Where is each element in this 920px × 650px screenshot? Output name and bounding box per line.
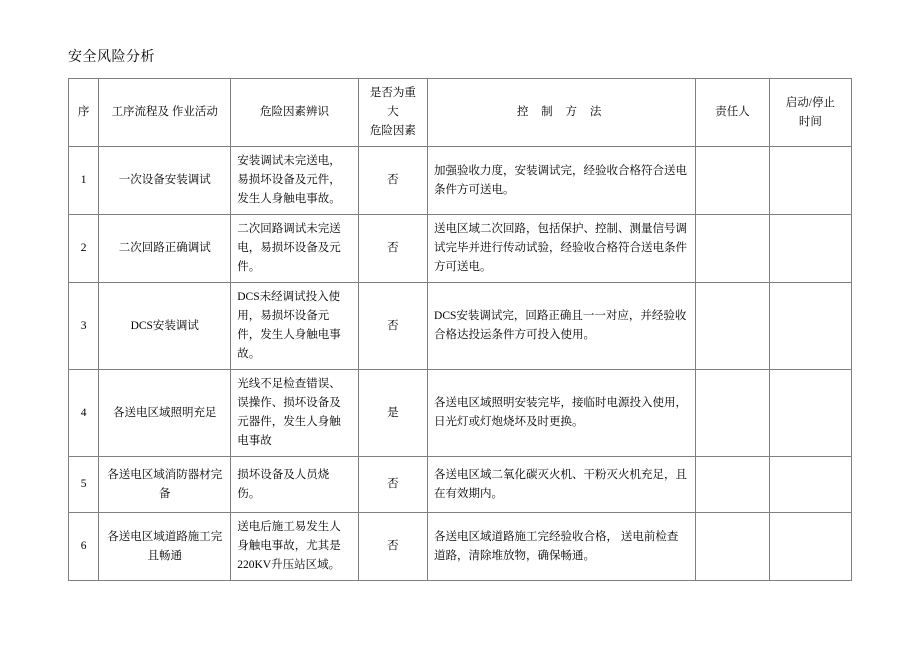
table-row	[69, 370, 852, 457]
cell-owner	[696, 215, 770, 283]
header-major-line2: 危险因素	[369, 125, 416, 137]
cell-control: 加强验收力度，安装调试完，经验收合格符合送电条件方可送电。	[428, 147, 696, 215]
cell-time	[769, 370, 851, 457]
cell-major: 否	[358, 215, 427, 283]
cell-control: 各送电区域照明安装完毕，接临时电源投入使用，日光灯或灯炮烧坏及时更换。	[428, 370, 696, 457]
table-header-row	[69, 79, 852, 147]
cell-owner	[696, 147, 770, 215]
header-time-line1: 启动/停止	[785, 96, 835, 109]
cell-index: 4	[69, 370, 99, 457]
cell-hazard: DCS未经调试投入使用，易损坏设备元件，发生人身触电事故。	[231, 283, 359, 370]
cell-index: 6	[69, 513, 99, 581]
header-hazard: 危险因素辨识	[231, 79, 359, 147]
cell-process: 二次回路正确调试	[99, 215, 231, 283]
cell-control: DCS安装调试完，回路正确且一一对应，并经验收合格达投运条件方可投入使用。	[428, 283, 696, 370]
table-header	[69, 79, 852, 147]
header-major	[358, 79, 427, 147]
cell-time	[769, 215, 851, 283]
header-owner: 责任人	[696, 79, 770, 147]
cell-time	[769, 513, 851, 581]
cell-index: 3	[69, 283, 99, 370]
cell-major: 是	[358, 370, 427, 457]
cell-major: 否	[358, 513, 427, 581]
cell-process: 各送电区域消防器材完备	[99, 457, 231, 513]
cell-owner	[696, 457, 770, 513]
page-title: 安全风险分析	[68, 50, 155, 65]
cell-index: 2	[69, 215, 99, 283]
table-row	[69, 283, 852, 370]
cell-hazard: 二次回路调试未完送电，易损坏设备及元件。	[231, 215, 359, 283]
cell-time	[769, 457, 851, 513]
header-index: 序	[69, 79, 99, 147]
cell-time	[769, 283, 851, 370]
risk-analysis-table	[68, 78, 852, 581]
cell-process: 各送电区域照明充足	[99, 370, 231, 457]
cell-time	[769, 147, 851, 215]
cell-control: 送电区域二次回路，包括保护、控制、测量信号调试完毕并进行传动试验，经验收合格符合送电条件方可送电。	[428, 215, 696, 283]
table-row	[69, 513, 852, 581]
header-process: 工序流程及 作业活动	[99, 79, 231, 147]
risk-analysis-table-container	[68, 78, 852, 581]
cell-owner	[696, 370, 770, 457]
cell-owner	[696, 513, 770, 581]
cell-hazard: 安装调试未完送电，易损坏设备及元件，发生人身触电事故。	[231, 147, 359, 215]
cell-control: 各送电区域二氧化碳灭火机、干粉灭火机充足，且在有效期内。	[428, 457, 696, 513]
cell-process: 各送电区域道路施工完且畅通	[99, 513, 231, 581]
table-row	[69, 215, 852, 283]
cell-hazard: 光线不足检查错误、误操作、损坏设备及元器件，发生人身触电事故	[231, 370, 359, 457]
cell-owner	[696, 283, 770, 370]
header-control: 控 制 方 法	[428, 79, 696, 147]
cell-hazard: 送电后施工易发生人身触电事故，尤其是220KV升压站区域。	[231, 513, 359, 581]
table-row	[69, 147, 852, 215]
cell-index: 1	[69, 147, 99, 215]
cell-process: 一次设备安装调试	[99, 147, 231, 215]
cell-index: 5	[69, 457, 99, 513]
cell-major: 否	[358, 283, 427, 370]
table-body	[69, 147, 852, 581]
cell-control: 各送电区域道路施工完经验收合格， 送电前检查道路，清除堆放物，确保畅通。	[428, 513, 696, 581]
cell-hazard: 损坏设备及人员烧伤。	[231, 457, 359, 513]
header-major-line1: 是否为重大	[369, 87, 416, 118]
cell-major: 否	[358, 147, 427, 215]
header-time-line2: 时间	[798, 115, 822, 128]
cell-process: DCS安装调试	[99, 283, 231, 370]
cell-major: 否	[358, 457, 427, 513]
header-time	[769, 79, 851, 147]
table-row	[69, 457, 852, 513]
